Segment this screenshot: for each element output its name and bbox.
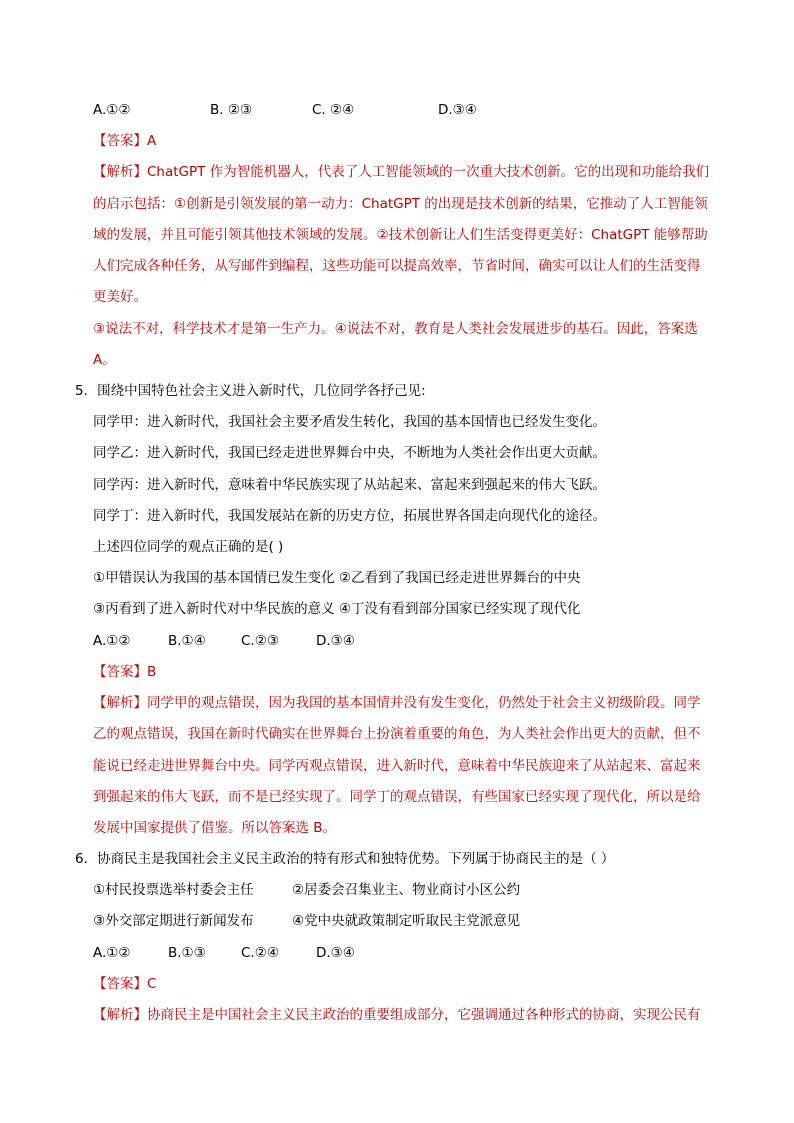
q5-option-b: B.①④ <box>168 633 206 649</box>
q6-answer-value: C <box>147 976 157 992</box>
q5-analysis-line: 到强起来的伟大飞跃，而不是已经实现了。同学丁的观点错误，有些国家已经实现了现代化，所以是给 <box>93 789 701 805</box>
q4-option-b: B. ②③ <box>210 102 253 118</box>
q4-analysis-line: A。 <box>93 352 116 368</box>
q5-student: 同学丙：进入新时代，意味着中华民族实现了从站起来、富起来到强起来的伟大飞跃。 <box>93 477 606 493</box>
q5-analysis-line: 乙的观点错误，我国在新时代确实在世界舞台上扮演着重要的角色，为人类社会作出更大的贡献，但不 <box>93 726 701 742</box>
q6-answer-label: 【答案】 <box>93 976 147 992</box>
q6-stem: 6．协商民主是我国社会主义民主政治的特有形式和独特优势。下列属于协商民主的是（ ） <box>75 851 615 867</box>
q6-option-c: C.②④ <box>241 945 279 961</box>
q4-answer <box>93 131 156 151</box>
q6-statement-3: ③外交部定期进行新闻发布 <box>93 913 254 929</box>
q6-analysis-line: 【解析】协商民主是中国社会主义民主政治的重要组成部分，它强调通过各种形式的协商，实现公民有 <box>93 1007 701 1023</box>
q4-analysis-line: 【解析】ChatGPT 作为智能机器人，代表了人工智能领域的一次重大技术创新。它的出现和功能给我们 <box>93 164 710 180</box>
q5-question: 上述四位同学的观点正确的是( ) <box>93 539 284 555</box>
q5-answer-value: B <box>147 664 157 680</box>
q4-answer-label: 【答案】 <box>93 133 147 149</box>
q4-analysis-line: ③说法不对，科学技术才是第一生产力。④说法不对，教育是人类社会发展进步的基石。因此，答案选 <box>93 321 698 337</box>
q6-statement-2: ②居委会召集业主、物业商讨小区公约 <box>292 882 521 898</box>
q5-option-c: C.②③ <box>241 633 279 649</box>
q5-analysis-line: 能说已经走进世界舞台中央。同学丙观点错误，进入新时代，意味着中华民族迎来了从站起来、富起来 <box>93 758 701 774</box>
q4-analysis-line: 人们完成各种任务，从写邮件到编程，这些功能可以提高效率，节省时间，确实可以让人们的生活变得 <box>93 258 701 274</box>
q5-statements: ③丙看到了进入新时代对中华民族的意义 ④丁没有看到部分国家已经实现了现代化 <box>93 601 581 617</box>
q5-student: 同学丁：进入新时代，我国发展站在新的历史方位，拓展世界各国走向现代化的途径。 <box>93 508 606 524</box>
q5-option-a: A.①② <box>93 633 131 649</box>
q4-analysis-line: 域的发展，并且可能引领其他技术领域的发展。②技术创新让人们生活变得更美好：ChatGPT 能够帮助 <box>93 227 708 243</box>
q6-option-d: D.③④ <box>316 945 355 961</box>
q5-answer-label: 【答案】 <box>93 664 147 680</box>
q5-stem: 5．围绕中国特色社会主义进入新时代，几位同学各抒己见: <box>75 383 426 399</box>
q6-answer <box>93 974 156 994</box>
q5-answer <box>93 662 156 682</box>
q5-student: 同学乙：进入新时代，我国已经走进世界舞台中央，不断地为人类社会作出更大贡献。 <box>93 445 606 461</box>
q6-analysis-label: 【解析】 <box>93 1007 147 1023</box>
q4-analysis-line: 的启示包括：①创新是引领发展的第一动力：ChatGPT 的出现是技术创新的结果，它推动了人工智能领 <box>93 196 708 212</box>
q5-statements: ①甲错误认为我国的基本国情已发生变化 ②乙看到了我国已经走进世界舞台的中央 <box>93 570 581 586</box>
q4-option-c: C. ②④ <box>312 102 355 118</box>
q5-analysis-line: 【解析】同学甲的观点错误，因为我国的基本国情并没有发生变化，仍然处于社会主义初级阶段。同学 <box>93 695 701 711</box>
q6-option-b: B.①③ <box>168 945 206 961</box>
q4-answer-value: A <box>147 133 157 149</box>
q6-statement-1: ①村民投票选举村委会主任 <box>93 882 254 898</box>
q5-analysis-label: 【解析】 <box>93 695 147 711</box>
q5-option-d: D.③④ <box>316 633 355 649</box>
q4-option-d: D.③④ <box>438 102 477 118</box>
q5-student: 同学甲：进入新时代，我国社会主要矛盾发生转化，我国的基本国情也已经发生变化。 <box>93 414 606 430</box>
q4-analysis-label: 【解析】 <box>93 164 147 180</box>
q6-option-a: A.①② <box>93 945 131 961</box>
q6-statement-4: ④党中央就政策制定听取民主党派意见 <box>292 913 521 929</box>
q4-option-a: A.①② <box>93 102 131 118</box>
q4-analysis-line: 更美好。 <box>93 289 147 305</box>
q5-analysis-line: 发展中国家提供了借鉴。所以答案选 B。 <box>93 820 337 836</box>
